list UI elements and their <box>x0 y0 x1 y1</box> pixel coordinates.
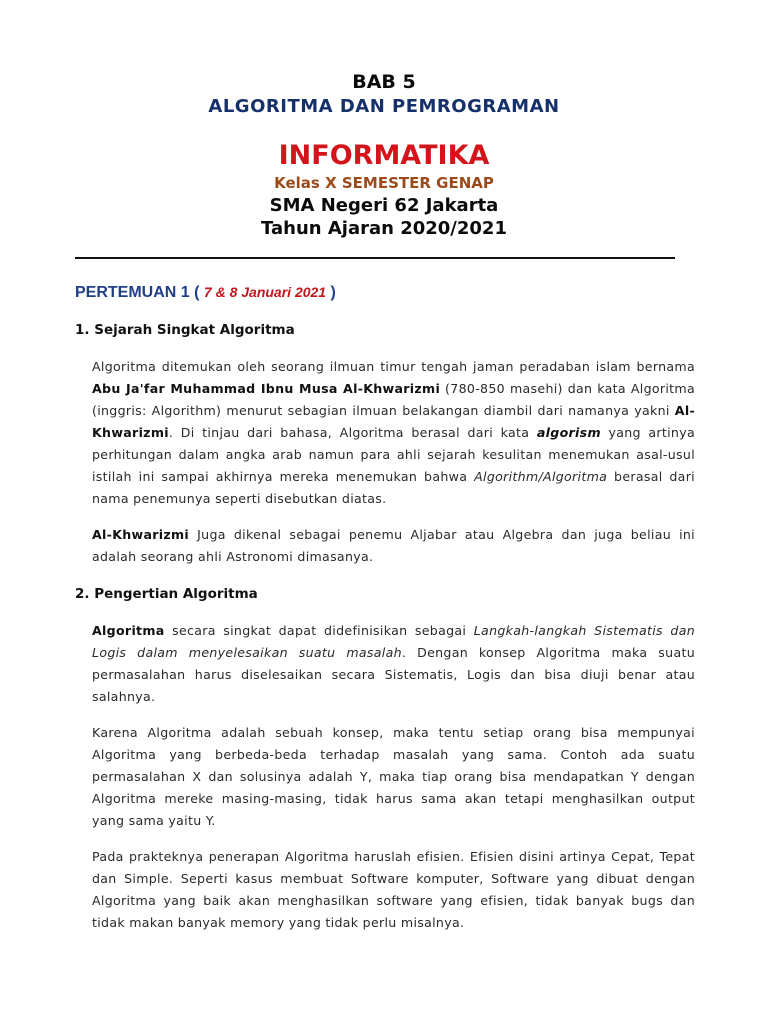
text-run: berasal dari nama penemunya seperti disebutkan diatas. <box>92 469 695 506</box>
text-run: Juga dikenal sebagai penemu Aljabar atau Algebra dan juga beliau ini adalah seorang ahli Astronomi dimasanya. <box>92 527 695 564</box>
class-semester: Kelas X SEMESTER GENAP <box>274 174 494 192</box>
subject-title: INFORMATIKA <box>278 140 490 171</box>
bold-name: Abu Ja'far Muhammad Ibnu Musa Al-Khwarizmi <box>92 381 441 396</box>
meeting-close: ) <box>330 284 336 301</box>
paragraph-history <box>92 356 695 510</box>
paragraph-efficiency: Pada prakteknya penerapan Algoritma haruslah efisien. Efisien disini artinya Cepat, Tepat dan Simple. Seperti kasus membuat Software komputer, Software yang dibuat dengan Algoritma yang baik akan menghasilkan software yang efisien, tidak banyak bugs dan tidak makan banyak memory yang tidak perlu misalnya. <box>92 849 695 930</box>
text-run: (780-850 masehi) dan kata Algoritma (inggris: Algorithm) menurut sebagian ilmuan belakangan diambil dari namanya yakni <box>92 381 695 418</box>
section-heading-definition: 2. Pengertian Algoritma <box>75 586 258 602</box>
italic-term: Algorithm/Algoritma <box>474 469 608 484</box>
title-divider <box>75 257 675 259</box>
school-name: SMA Negeri 62 Jakarta <box>269 195 499 216</box>
bold-italic-word: algorism <box>536 425 601 440</box>
text-run: yang artinya perhitungan dalam angka arab namun para ahli sejarah kesulitan menemukan asal-usul istilah ini sampai akhirnya mereka menemukan bahwa <box>92 425 695 484</box>
text-run: secara singkat dapat didefinisikan sebagai <box>164 623 474 638</box>
bold-name: Al-Khwarizmi <box>92 527 190 542</box>
meeting-heading <box>75 284 695 302</box>
meeting-label: PERTEMUAN 1 ( <box>75 284 200 301</box>
bold-term: Algoritma <box>92 623 165 638</box>
text-run: . Di tinjau dari bahasa, Algoritma berasal dari kata <box>168 425 537 440</box>
paragraph-concept: Karena Algoritma adalah sebuah konsep, maka tentu setiap orang bisa mempunyai Algoritma yang berbeda-beda terhadap masalah yang sama. Contoh ada suatu permasalahan X dan solusinya adalah Y, maka tiap orang bisa mendapatkan Y dengan Algoritma mereke masing-masing, tidak harus sama akan tetapi menghasilkan output yang sama yaitu Y. <box>92 725 695 828</box>
paragraph-definition <box>92 620 695 708</box>
italic-definition: Langkah-langkah Sistematis dan Logis dalam menyelesaikan suatu masalah <box>92 623 695 660</box>
academic-year: Tahun Ajaran 2020/2021 <box>261 218 507 239</box>
text-run: Algoritma ditemukan oleh seorang ilmuan timur tengah jaman peradaban islam bernama <box>92 359 695 374</box>
meeting-date: 7 & 8 Januari 2021 <box>203 284 327 300</box>
text-run: . Dengan konsep Algoritma maka suatu permasalahan harus diselesaikan secara Sistematis, Logis dan bisa diuji benar atau salahnya. <box>92 645 695 704</box>
paragraph-khwarizmi <box>92 524 695 568</box>
document-body <box>75 284 695 948</box>
bold-name: Al-Khwarizmi <box>92 403 695 440</box>
chapter-number: BAB 5 <box>352 71 416 93</box>
title-block <box>0 0 768 240</box>
section-heading-history: 1. Sejarah Singkat Algoritma <box>75 322 295 338</box>
chapter-title: ALGORITMA DAN PEMROGRAMAN <box>208 96 560 117</box>
